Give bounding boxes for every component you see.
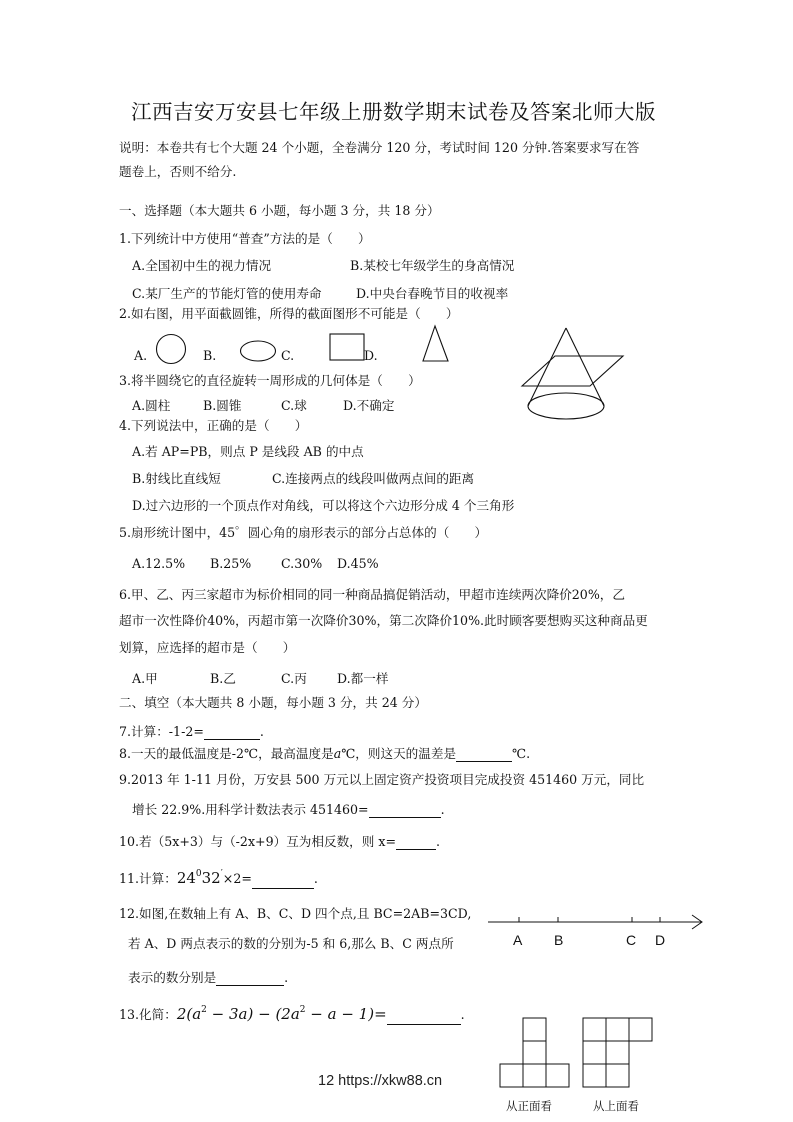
- q3-option-b: B.圆锥: [203, 398, 242, 413]
- q2-option-c: C.: [281, 348, 295, 363]
- q5-option-a: A.12.5%: [132, 556, 186, 571]
- q6-option-a: A.甲: [132, 671, 158, 686]
- q4-option-c: C.连接两点的线段叫做两点间的距离: [272, 471, 475, 486]
- q1-option-c: C.某厂生产的节能灯管的使用寿命: [132, 286, 322, 301]
- q6-line-2: 超市一次性降价40%，丙超市第一次降价30%，第二次降价10%.此时顾客要想购买这种商品更: [119, 613, 648, 628]
- q6-line-1: 6.甲、乙、丙三家超市为标价相同的同一种商品搞促销活动，甲超市连续两次降价20%，乙: [119, 587, 625, 602]
- section1-heading: 一、选择题（本大题共 6 小题，每小题 3 分，共 18 分）: [119, 203, 440, 218]
- q4-option-d: D.过六边形的一个顶点作对角线，可以将这个六边形分成 4 个三角形: [132, 498, 515, 513]
- q3-option-c: C.球: [281, 398, 307, 413]
- q3-option-a: A.圆柱: [132, 398, 171, 413]
- q2-stem: 2.如右图，用平面截圆锥，所得的截面图形不可能是（ ）: [119, 306, 459, 321]
- intro-line-2: 题卷上，否则不给分.: [119, 164, 237, 179]
- top-view-label: 从上面看: [593, 1099, 639, 1113]
- q2-option-d: D.: [364, 348, 378, 363]
- q4-option-a: A.若 AP=PB，则点 P 是线段 AB 的中点: [132, 444, 364, 459]
- top-view-grid: [583, 1018, 652, 1087]
- point-label-b: B: [554, 932, 564, 948]
- q5-option-c: C.30%: [281, 556, 323, 571]
- q12-line-2: 若 A、D 两点表示的数的分别为-5 和 6,那么 B、C 两点所: [128, 936, 454, 951]
- q10: 10.若（5x+3）与（-2x+9）互为相反数，则 x= .: [119, 834, 441, 849]
- intro-line-1: 说明：本卷共有七个大题 24 个小题，全卷满分 120 分，考试时间 120 分钟.答案要求写在答: [119, 140, 640, 155]
- front-view-grid: [500, 1018, 569, 1087]
- q6-line-3: 划算，应选择的超市是（ ）: [119, 640, 296, 655]
- section2-heading: 二、填空（本大题共 8 小题，每小题 3 分，共 24 分）: [119, 695, 427, 710]
- q5-option-d: D.45%: [337, 556, 379, 571]
- watermark: 12 https://xkw88.cn: [318, 1073, 443, 1089]
- point-label-c: C: [626, 932, 637, 948]
- q5-option-b: B.25%: [210, 556, 252, 571]
- point-label-a: A: [513, 932, 523, 948]
- q6-option-b: B.乙: [210, 671, 236, 686]
- q13: 13.化简：$2(a^2 - 3a) - (2a^2 - a - 1)=$ .: [119, 1005, 465, 1023]
- q8: 8.一天的最低温度是-2℃，最高温度是a℃，则这天的温差是 ℃.: [119, 746, 531, 761]
- q11: 11.计算：$24^032'\times 2=$ .: [119, 869, 318, 887]
- q1-option-d: D.中央台春晚节目的收视率: [356, 286, 509, 301]
- point-label-d: D: [655, 932, 666, 948]
- q1-option-a: A.全国初中生的视力情况: [132, 258, 272, 273]
- q9-line-2: 增长 22.9%.用科学计数法表示 451460= .: [132, 802, 445, 817]
- q4-option-b: B.射线比直线短: [132, 471, 221, 486]
- q3-option-d: D.不确定: [343, 398, 395, 413]
- q4-stem: 4.下列说法中，正确的是（ ）: [119, 418, 308, 433]
- q12-line-1: 12.如图,在数轴上有 A、B、C、D 四个点,且 BC=2AB=3CD,: [119, 906, 472, 921]
- q6-option-d: D.都一样: [337, 671, 389, 686]
- q7: 7.计算：-1-2= .: [119, 724, 264, 739]
- front-view-label: 从正面看: [506, 1099, 552, 1113]
- page-title: 江西吉安万安县七年级上册数学期末试卷及答案北师大版: [131, 100, 656, 124]
- q2-option-a: A.: [134, 348, 148, 363]
- q12-line-3: 表示的数分别是 .: [128, 970, 289, 985]
- q6-option-c: C.丙: [281, 671, 307, 686]
- q1-option-b: B.某校七年级学生的身高情况: [350, 258, 515, 273]
- q3-stem: 3.将半圆绕它的直径旋转一周形成的几何体是（ ）: [119, 373, 421, 388]
- q2-option-b: B.: [203, 348, 217, 363]
- q5-stem: 5.扇形统计图中，45゜圆心角的扇形表示的部分占总体的（ ）: [119, 525, 488, 540]
- q9-line-1: 9.2013 年 1-11 月份，万安县 500 万元以上固定资产投资项目完成投资 451460 万元，同比: [119, 772, 645, 787]
- q1-stem: 1.下列统计中方使用“普查”方法的是（ ）: [119, 231, 371, 246]
